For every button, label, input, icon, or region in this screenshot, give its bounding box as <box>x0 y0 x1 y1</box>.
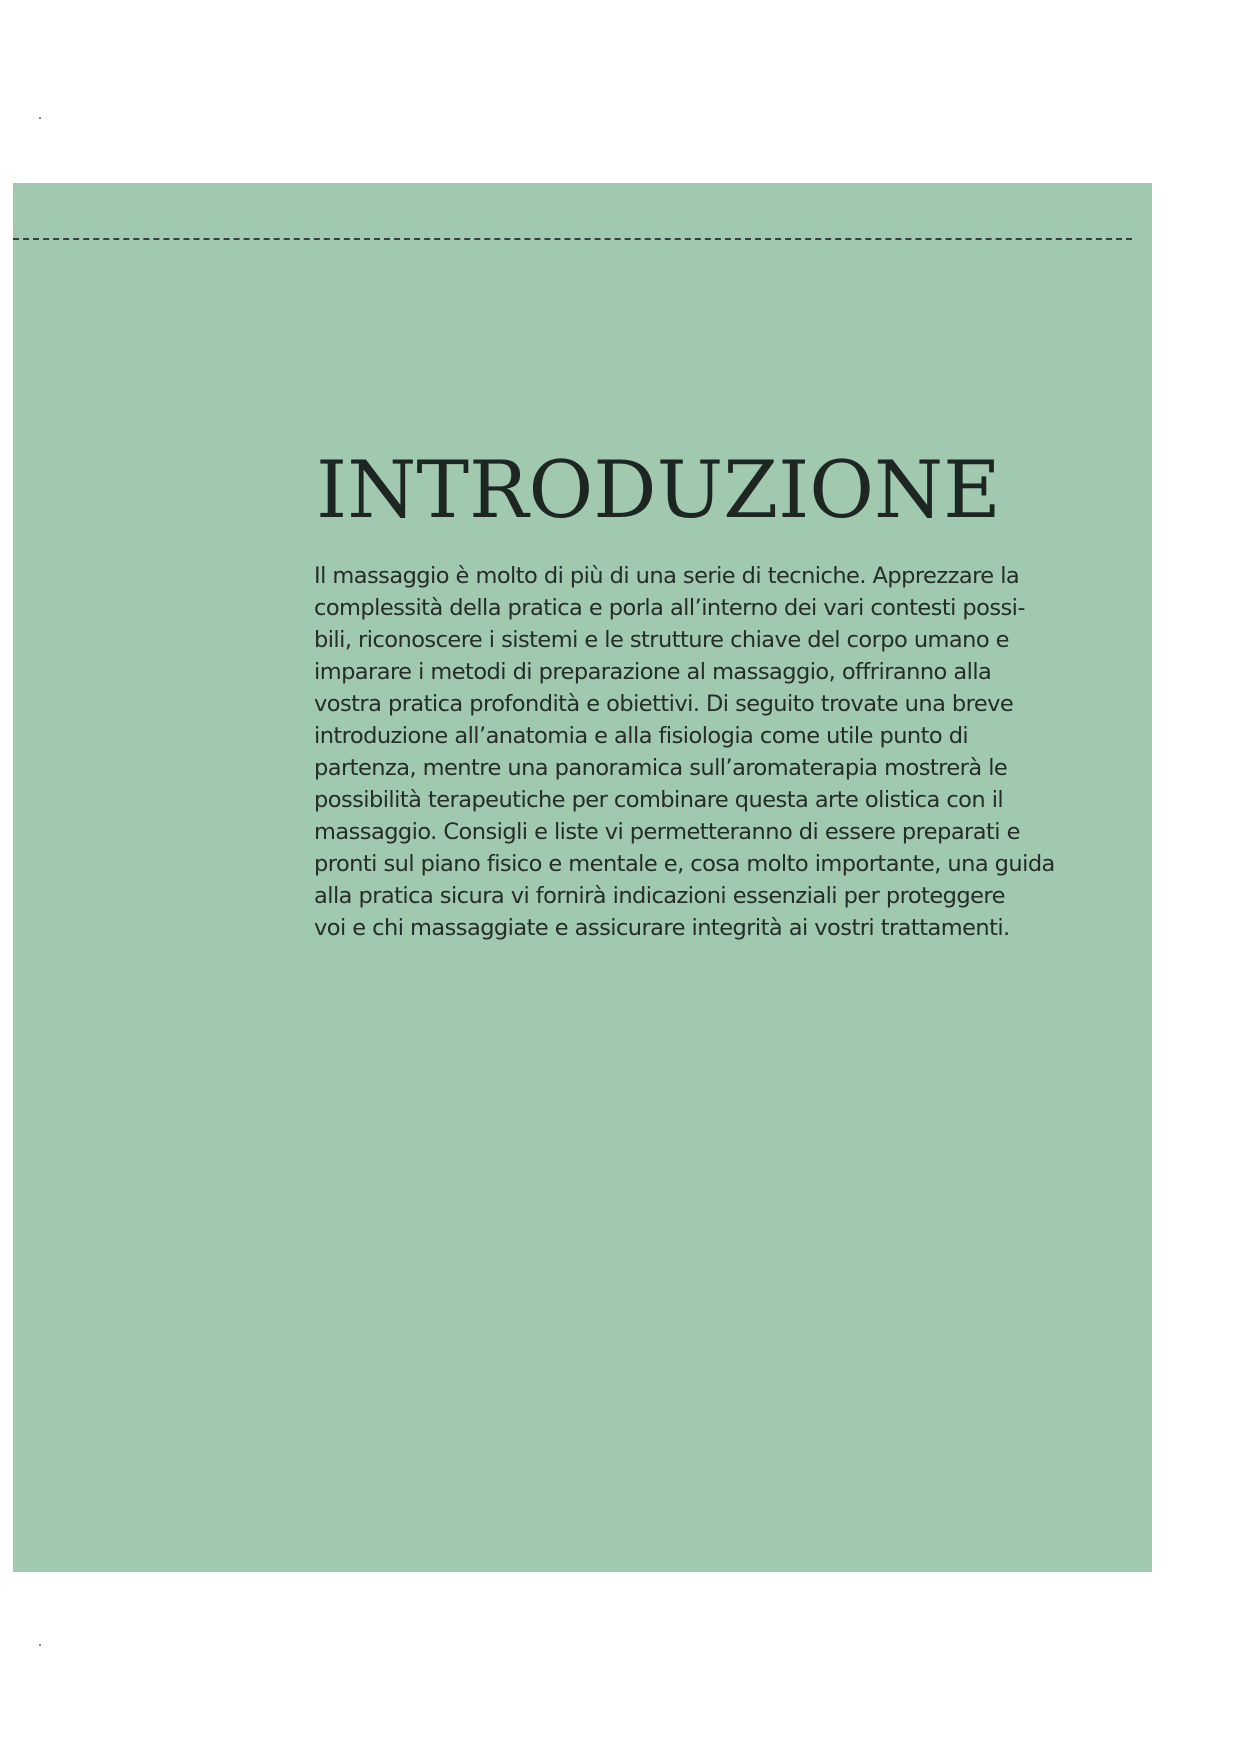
paragraph-line: massaggio. Consigli e liste vi permetteranno di essere preparati e <box>314 819 1020 845</box>
paragraph-line: Il massaggio è molto di più di una serie di tecniche. Apprezzare la <box>314 563 1020 589</box>
section-title: INTRODUZIONE <box>316 444 1001 536</box>
paragraph-line: alla pratica sicura vi fornirà indicazioni essenziali per proteggere <box>314 883 1005 909</box>
crop-mark-top <box>39 117 41 119</box>
paragraph-line: pronti sul piano fisico e mentale e, cosa molto importante, una guida <box>314 851 1055 877</box>
paragraph-line: imparare i metodi di preparazione al massaggio, offriranno alla <box>314 659 992 685</box>
paragraph-line: partenza, mentre una panoramica sull’aromaterapia mostrerà le <box>314 755 1008 781</box>
dashed-divider <box>13 238 1132 240</box>
paragraph-line: bili, riconoscere i sistemi e le strutture chiave del corpo umano e <box>314 627 1009 653</box>
paragraph-line: vostra pratica profondità e obiettivi. Di seguito trovate una breve <box>314 691 1014 717</box>
paragraph-line: complessità della pratica e porla all’interno dei vari contesti possi- <box>314 595 1025 621</box>
paragraph-line: possibilità terapeutiche per combinare questa arte olistica con il <box>314 787 1004 813</box>
paragraph-line: voi e chi massaggiate e assicurare integrità ai vostri trattamenti. <box>314 915 1010 941</box>
intro-paragraph <box>314 560 1055 944</box>
crop-mark-bottom <box>39 1644 41 1646</box>
paragraph-line: introduzione all’anatomia e alla fisiologia come utile punto di <box>314 723 969 749</box>
